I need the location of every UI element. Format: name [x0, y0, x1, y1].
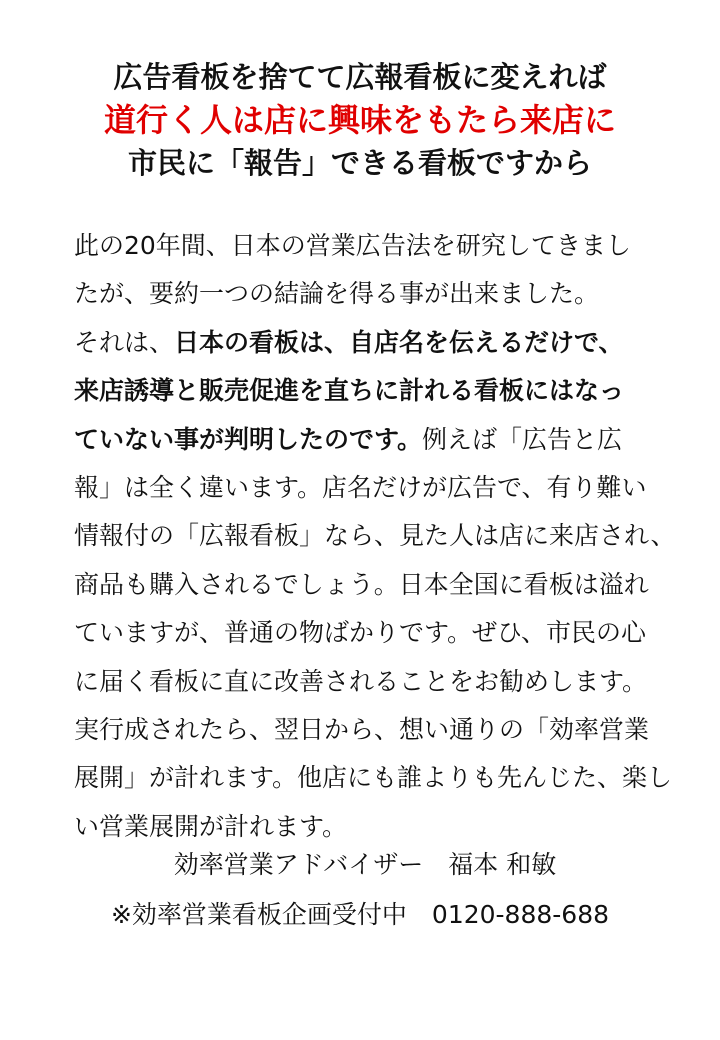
body-line-7: 情報付の「広報看板」なら、見た人は店に来店され、 [74, 521, 676, 551]
headline-line-2-red: 道行く人は店に興味をもたら来店に [103, 101, 616, 139]
body-line-11: 実行成されたら、翌日から、想い通りの「効率営業 [74, 715, 650, 745]
headline-block [0, 56, 720, 185]
contact-phone-line: ※効率営業看板企画受付中 0120-888-688 [110, 900, 610, 929]
body-line-13: い営業展開が計れます。 [74, 811, 348, 841]
body-line-9: ていますが、普通の物ばかりです。ぜひ、市民の心 [74, 618, 647, 648]
body-text-bold: ていない事が判明したのです。 [74, 424, 423, 454]
body-line-3 [74, 319, 664, 367]
author-signature: 効率営業アドバイザー 福本 和敏 [173, 850, 557, 879]
body-line-8: 商品も購入されるでしょう。日本全国に看板は溢れ [74, 569, 649, 599]
body-text-bold: 日本の看板は、自店名を伝えるだけで、 [174, 327, 624, 357]
body-line-6: 報」は全く違います。店名だけが広告で、有り難い [74, 473, 647, 503]
body-line-10: に届く看板に直に改善されることをお勧めします。 [74, 666, 648, 696]
body-line-1: 此の20年間、日本の営業広告法を研究してきまし [74, 231, 631, 260]
body-text-plain: 例えば「広告と広 [422, 424, 623, 454]
body-line-4-bold: 来店誘導と販売促進を直ちに計れる看板にはなっ [74, 376, 625, 406]
body-line-5 [74, 416, 664, 464]
body-paragraph [74, 222, 676, 851]
footer-block [0, 840, 720, 940]
body-text-plain: それは、 [74, 327, 175, 357]
body-line-12: 展開」が計れます。他店にも誰よりも先んじた、楽し [74, 763, 673, 793]
headline-line-1: 広告看板を捨てて広報看板に変えれば [113, 60, 607, 94]
headline-line-3: 市民に「報告」できる看板ですから [127, 146, 592, 180]
body-line-2: たが、要約一つの結論を得る事が出来ました。 [74, 279, 600, 309]
